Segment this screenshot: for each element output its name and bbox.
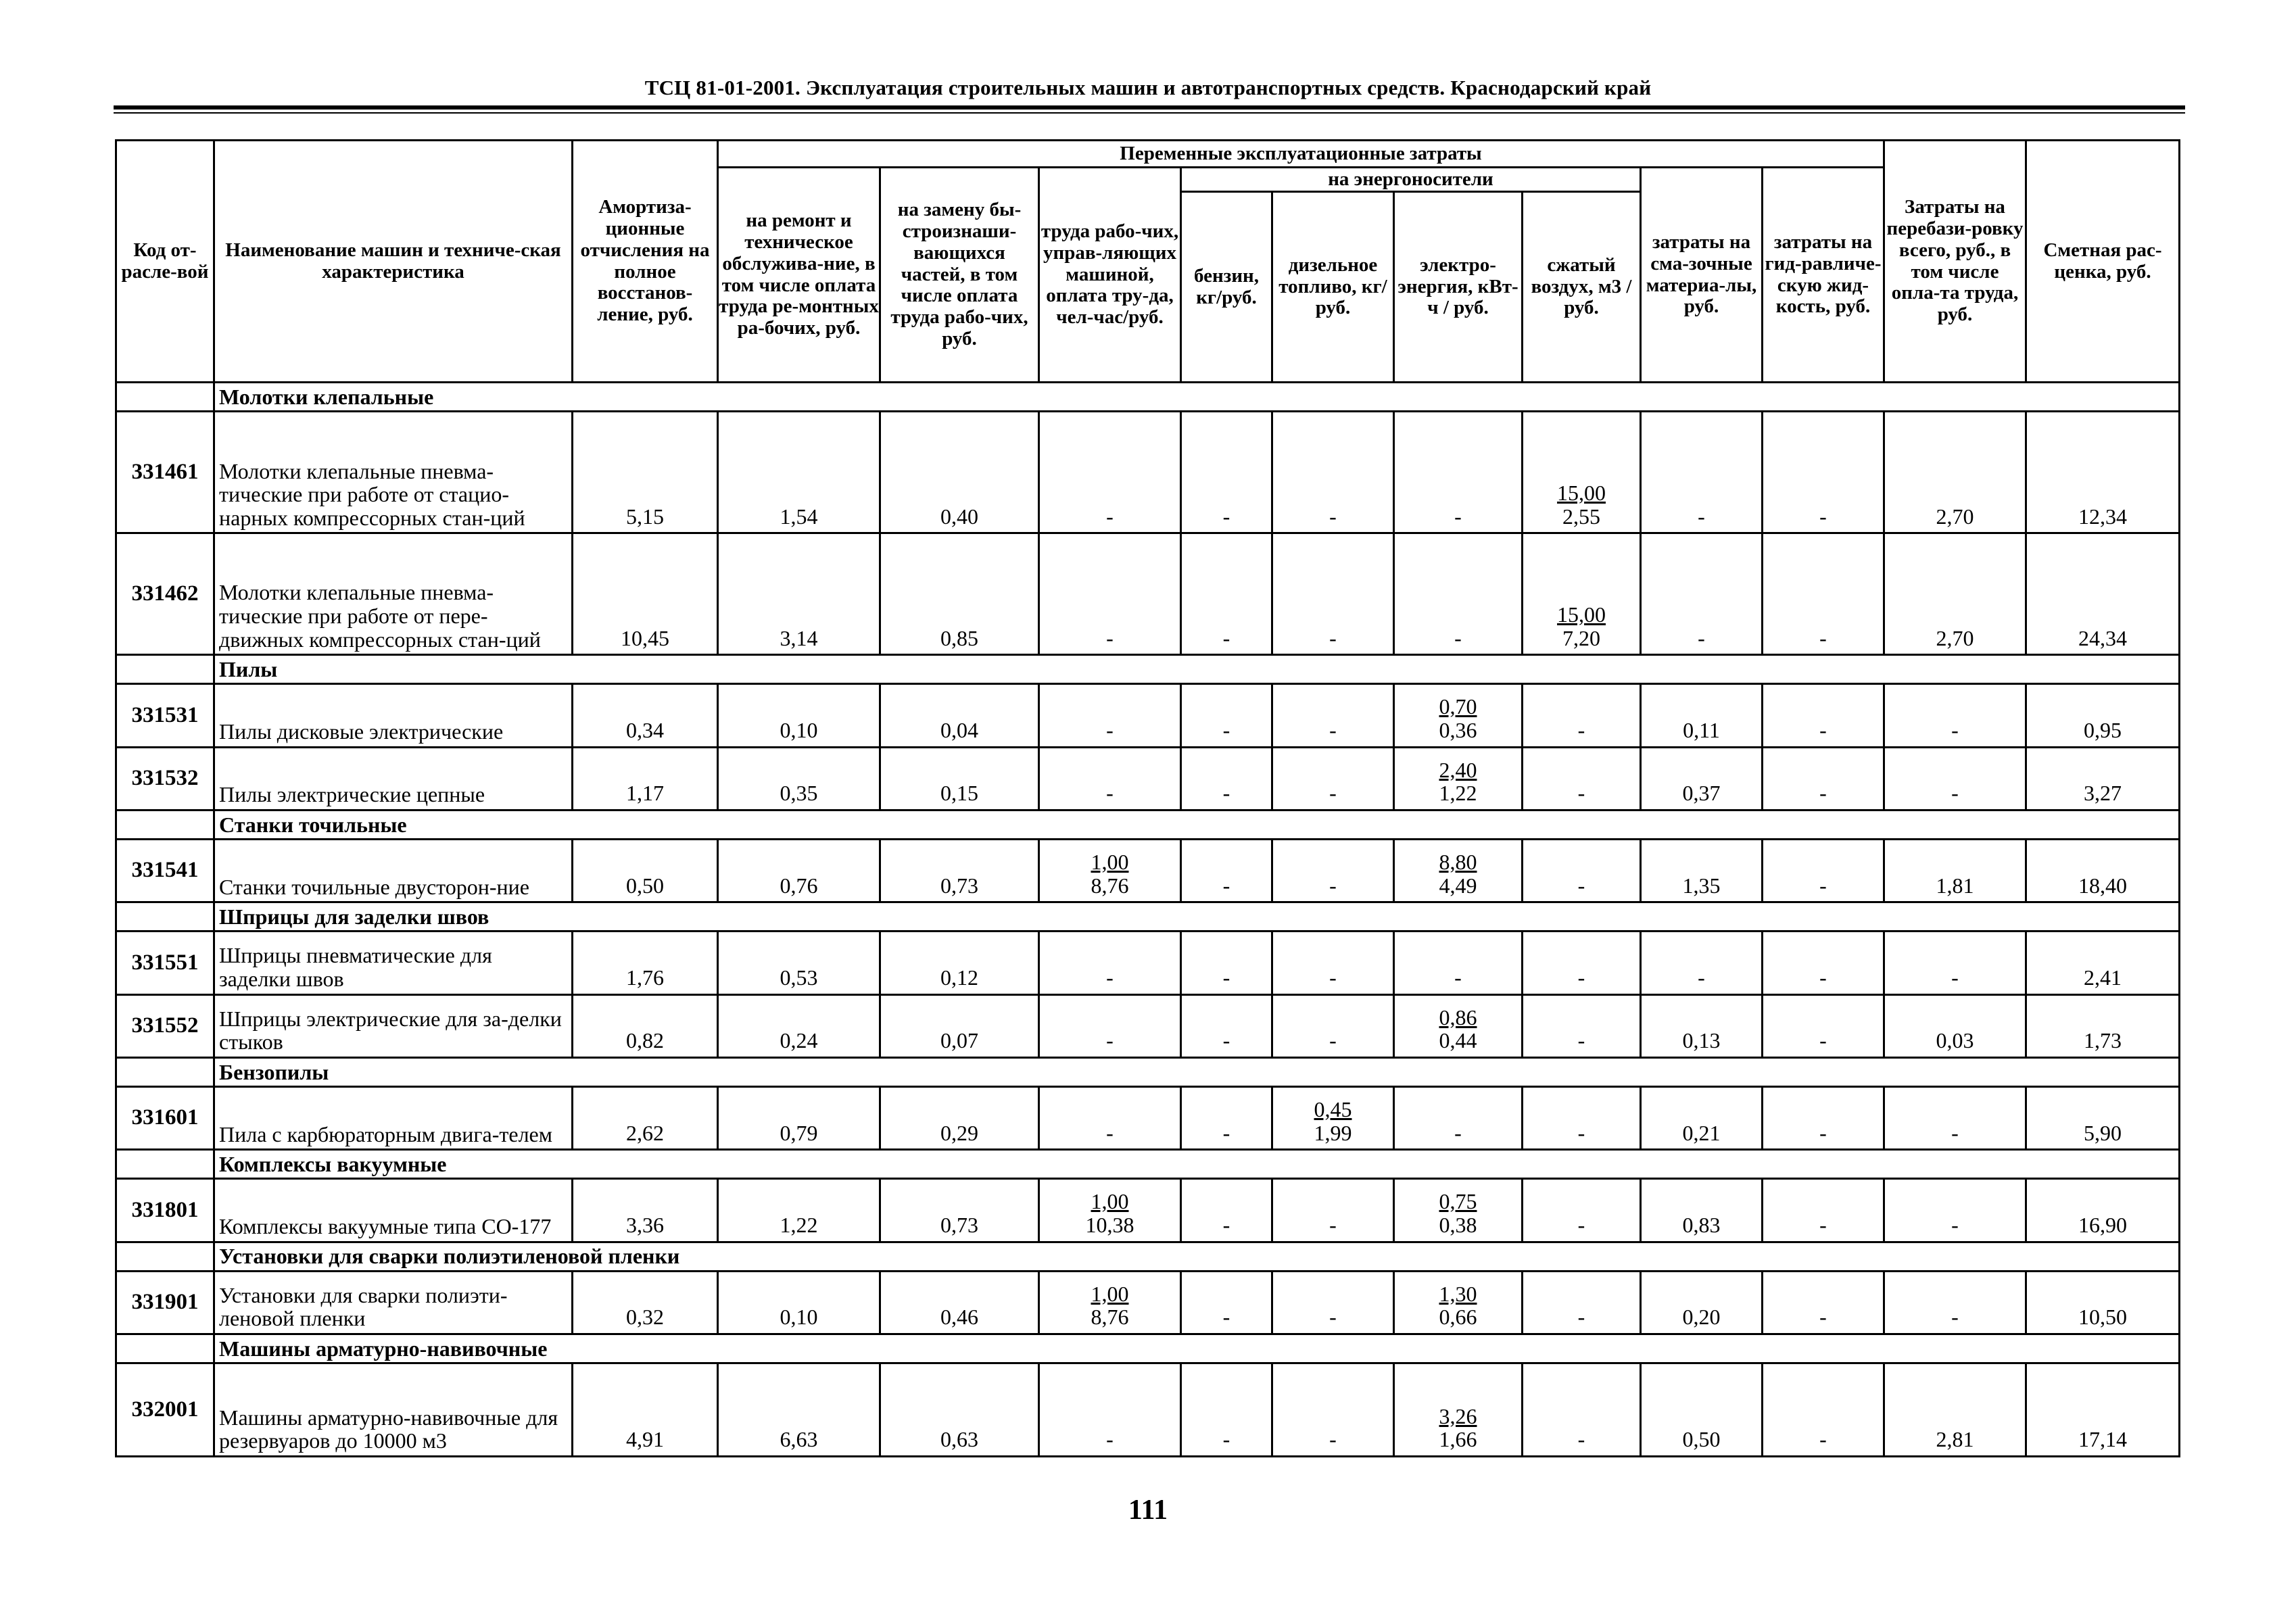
col-electric-header: электро-энергия, кВт-ч / руб. — [1394, 192, 1523, 383]
fraction-numerator: 0,86 — [1439, 1005, 1477, 1030]
cell-hydraulic: - — [1763, 412, 1884, 533]
group-row — [116, 655, 2180, 684]
col-code-header: Код от-расле-вой — [116, 141, 214, 383]
machine-code: 331461 — [116, 412, 214, 533]
cell-estimate: 5,90 — [2026, 1086, 2180, 1149]
cell-air-fraction — [1523, 533, 1641, 655]
machine-code: 331531 — [116, 684, 214, 747]
cell-electric-fraction — [1394, 747, 1523, 810]
col-air-header: сжатый воздух, м3 / руб. — [1523, 192, 1641, 383]
machine-code: 331601 — [116, 1086, 214, 1149]
cell-electric-fraction — [1394, 1271, 1523, 1334]
cell-parts: 0,73 — [880, 1179, 1039, 1242]
machine-name: Шприцы электрические для за-делки стыков — [214, 994, 573, 1057]
cell-labor: - — [1039, 747, 1181, 810]
cell-parts: 0,85 — [880, 533, 1039, 655]
fraction-numerator: 1,30 — [1439, 1281, 1477, 1306]
col-relocation-header: Затраты на перебази-ровку всего, руб., в том числе опла-та труда, руб. — [1884, 141, 2026, 383]
cell-amort: 3,36 — [573, 1179, 718, 1242]
machine-code: 331551 — [116, 932, 214, 994]
table-row — [116, 839, 2180, 902]
cell-diesel: - — [1272, 684, 1394, 747]
group-code-cell — [116, 383, 214, 412]
table-row — [116, 932, 2180, 994]
machine-name: Установки для сварки полиэти-леновой пленки — [214, 1271, 573, 1334]
group-row — [116, 1150, 2180, 1179]
group-code-cell — [116, 1334, 214, 1363]
fraction-denominator: 10,38 — [1085, 1212, 1134, 1237]
fraction-denominator: 0,66 — [1439, 1305, 1477, 1330]
table-row — [116, 994, 2180, 1057]
cell-hydraulic: - — [1763, 1363, 1884, 1457]
cell-diesel: - — [1272, 412, 1394, 533]
cell-air: - — [1523, 932, 1641, 994]
group-title: Машины арматурно-навивочные — [214, 1334, 2180, 1363]
cell-gasoline: - — [1181, 994, 1272, 1057]
col-labor-header: труда рабо-чих, управ-ляющих машиной, оплата тру-да, чел-час/руб. — [1039, 168, 1181, 383]
group-row — [116, 1242, 2180, 1271]
cell-relocation: - — [1884, 1271, 2026, 1334]
cell-hydraulic: - — [1763, 1086, 1884, 1149]
col-diesel-header: дизельное топливо, кг/руб. — [1272, 192, 1394, 383]
cell-repair: 0,24 — [718, 994, 880, 1057]
cell-lube: - — [1641, 533, 1763, 655]
group-title: Молотки клепальные — [214, 383, 2180, 412]
cell-hydraulic: - — [1763, 994, 1884, 1057]
group-title: Станки точильные — [214, 810, 2180, 839]
header-rule-thin — [114, 112, 2185, 114]
machine-code: 331532 — [116, 747, 214, 810]
group-row — [116, 810, 2180, 839]
fraction-numerator: 2,40 — [1439, 757, 1477, 782]
col-energy-header: на энергоносители — [1181, 168, 1641, 192]
cell-labor: - — [1039, 412, 1181, 533]
cell-diesel: - — [1272, 932, 1394, 994]
fraction-denominator: 8,76 — [1091, 873, 1129, 898]
cell-repair: 1,22 — [718, 1179, 880, 1242]
cell-gasoline: - — [1181, 932, 1272, 994]
machine-code: 331552 — [116, 994, 214, 1057]
header-rule — [114, 105, 2185, 110]
fraction-denominator: 0,36 — [1439, 717, 1477, 742]
cell-parts: 0,73 — [880, 839, 1039, 902]
fraction-value — [1439, 1190, 1477, 1236]
group-code-cell — [116, 1242, 214, 1271]
cell-electric: - — [1394, 932, 1523, 994]
cell-lube: 0,50 — [1641, 1363, 1763, 1457]
machine-name: Шприцы пневматические для заделки швов — [214, 932, 573, 994]
group-row — [116, 383, 2180, 412]
cell-parts: 0,15 — [880, 747, 1039, 810]
cell-gasoline: - — [1181, 839, 1272, 902]
table-body — [116, 383, 2180, 1457]
cell-amort: 0,32 — [573, 1271, 718, 1334]
cell-relocation: - — [1884, 684, 2026, 747]
cell-relocation: 2,81 — [1884, 1363, 2026, 1457]
cell-repair: 1,54 — [718, 412, 880, 533]
cell-hydraulic: - — [1763, 533, 1884, 655]
fraction-value — [1439, 695, 1477, 742]
cell-electric: - — [1394, 412, 1523, 533]
fraction-value — [1086, 1190, 1134, 1236]
cell-estimate: 1,73 — [2026, 994, 2180, 1057]
cell-repair: 0,10 — [718, 1271, 880, 1334]
cell-repair: 0,53 — [718, 932, 880, 994]
cell-estimate: 17,14 — [2026, 1363, 2180, 1457]
fraction-value — [1557, 481, 1606, 528]
fraction-denominator: 7,20 — [1562, 625, 1600, 650]
cell-electric-fraction — [1394, 1363, 1523, 1457]
cell-estimate: 12,34 — [2026, 412, 2180, 533]
cell-labor: - — [1039, 994, 1181, 1057]
fraction-numerator: 15,00 — [1557, 481, 1606, 506]
fraction-denominator: 0,38 — [1439, 1212, 1477, 1237]
cell-labor: - — [1039, 1363, 1181, 1457]
fraction-value — [1439, 1405, 1477, 1451]
cell-amort: 1,17 — [573, 747, 718, 810]
table-row — [116, 747, 2180, 810]
cell-relocation: 2,70 — [1884, 533, 2026, 655]
machine-code: 331462 — [116, 533, 214, 655]
cell-parts: 0,63 — [880, 1363, 1039, 1457]
cell-lube: 0,37 — [1641, 747, 1763, 810]
group-code-cell — [116, 1150, 214, 1179]
machine-name: Станки точильные двусторон-ние — [214, 839, 573, 902]
cell-hydraulic: - — [1763, 932, 1884, 994]
cell-electric: - — [1394, 1086, 1523, 1149]
group-row — [116, 1057, 2180, 1086]
fraction-numerator: 1,00 — [1091, 1281, 1129, 1306]
fraction-value — [1314, 1098, 1352, 1144]
col-name-header: Наименование машин и техниче-ская характеристика — [214, 141, 573, 383]
cell-relocation: - — [1884, 1179, 2026, 1242]
cell-gasoline: - — [1181, 747, 1272, 810]
fraction-numerator: 0,75 — [1439, 1189, 1477, 1214]
group-code-cell — [116, 655, 214, 684]
page-number: 111 — [1128, 1495, 1168, 1526]
group-title: Установки для сварки полиэтиленовой пленки — [214, 1242, 2180, 1271]
cell-repair: 0,35 — [718, 747, 880, 810]
cell-relocation: 1,81 — [1884, 839, 2026, 902]
group-code-cell — [116, 810, 214, 839]
fraction-denominator: 1,99 — [1314, 1120, 1352, 1145]
machine-name: Пила с карбюраторным двига-телем — [214, 1086, 573, 1149]
cell-relocation: 2,70 — [1884, 412, 2026, 533]
rates-table — [115, 139, 2180, 1457]
cell-hydraulic: - — [1763, 747, 1884, 810]
fraction-value — [1091, 1282, 1129, 1329]
cell-repair: 0,10 — [718, 684, 880, 747]
cell-lube: 1,35 — [1641, 839, 1763, 902]
cell-electric-fraction — [1394, 684, 1523, 747]
cell-parts: 0,12 — [880, 932, 1039, 994]
cell-lube: 0,83 — [1641, 1179, 1763, 1242]
cell-estimate: 18,40 — [2026, 839, 2180, 902]
cell-amort: 0,50 — [573, 839, 718, 902]
fraction-value — [1439, 850, 1477, 897]
machine-code: 331541 — [116, 839, 214, 902]
cell-labor-fraction — [1039, 1271, 1181, 1334]
group-row — [116, 902, 2180, 932]
cell-relocation: 0,03 — [1884, 994, 2026, 1057]
cell-estimate: 16,90 — [2026, 1179, 2180, 1242]
group-title: Шприцы для заделки швов — [214, 902, 2180, 932]
group-row — [116, 1334, 2180, 1363]
cell-diesel: - — [1272, 1271, 1394, 1334]
cell-lube: - — [1641, 412, 1763, 533]
cell-labor: - — [1039, 684, 1181, 747]
machine-name: Пилы дисковые электрические — [214, 684, 573, 747]
cell-labor: - — [1039, 533, 1181, 655]
cell-relocation: - — [1884, 932, 2026, 994]
cell-gasoline: - — [1181, 1086, 1272, 1149]
cell-hydraulic: - — [1763, 839, 1884, 902]
cell-repair: 3,14 — [718, 533, 880, 655]
fraction-denominator: 1,66 — [1439, 1427, 1477, 1452]
cell-relocation: - — [1884, 1086, 2026, 1149]
table-row — [116, 1179, 2180, 1242]
machine-name: Молотки клепальные пневма-тические при работе от пере-движных компрессорных стан-ций — [214, 533, 573, 655]
cell-hydraulic: - — [1763, 684, 1884, 747]
cell-lube: 0,11 — [1641, 684, 1763, 747]
cell-parts: 0,04 — [880, 684, 1039, 747]
cell-labor-fraction — [1039, 839, 1181, 902]
col-estimate-header: Сметная рас-ценка, руб. — [2026, 141, 2180, 383]
cell-gasoline: - — [1181, 684, 1272, 747]
cell-lube: 0,21 — [1641, 1086, 1763, 1149]
table-row — [116, 533, 2180, 655]
cell-gasoline: - — [1181, 533, 1272, 655]
cell-air: - — [1523, 684, 1641, 747]
cell-electric: - — [1394, 533, 1523, 655]
cell-air: - — [1523, 1271, 1641, 1334]
cell-parts: 0,46 — [880, 1271, 1039, 1334]
col-parts-header: на замену бы-строизнаши-вающихся частей, в том числе оплата труда рабо-чих, руб. — [880, 168, 1039, 383]
machine-code: 332001 — [116, 1363, 214, 1457]
cell-estimate: 0,95 — [2026, 684, 2180, 747]
cell-electric-fraction — [1394, 839, 1523, 902]
cell-repair: 0,79 — [718, 1086, 880, 1149]
fraction-value — [1439, 758, 1477, 805]
cell-hydraulic: - — [1763, 1271, 1884, 1334]
fraction-denominator: 1,22 — [1439, 781, 1477, 806]
cell-diesel: - — [1272, 994, 1394, 1057]
cell-parts: 0,29 — [880, 1086, 1039, 1149]
col-gasoline-header: бензин, кг/руб. — [1181, 192, 1272, 383]
cell-estimate: 2,41 — [2026, 932, 2180, 994]
cell-labor-fraction — [1039, 1179, 1181, 1242]
table-row — [116, 1363, 2180, 1457]
col-hydraulic-header: затраты на гид-равличе-скую жид-кость, руб. — [1763, 168, 1884, 383]
fraction-numerator: 1,00 — [1091, 1189, 1129, 1214]
cell-hydraulic: - — [1763, 1179, 1884, 1242]
fraction-denominator: 8,76 — [1091, 1305, 1129, 1330]
cell-amort: 4,91 — [573, 1363, 718, 1457]
cell-amort: 0,34 — [573, 684, 718, 747]
cell-diesel: - — [1272, 839, 1394, 902]
fraction-value — [1091, 850, 1129, 897]
cell-air: - — [1523, 994, 1641, 1057]
group-code-cell — [116, 1057, 214, 1086]
cell-amort: 10,45 — [573, 533, 718, 655]
cell-gasoline: - — [1181, 412, 1272, 533]
cell-gasoline: - — [1181, 1271, 1272, 1334]
cell-air-fraction — [1523, 412, 1641, 533]
fraction-numerator: 1,00 — [1091, 849, 1129, 874]
group-code-cell — [116, 902, 214, 932]
cell-diesel: - — [1272, 1179, 1394, 1242]
cell-air: - — [1523, 839, 1641, 902]
document-header: ТСЦ 81-01-2001. Эксплуатация строительных машин и автотранспортных средств. Краснодарский край — [644, 76, 1652, 99]
fraction-value — [1557, 603, 1606, 650]
machine-code: 331801 — [116, 1179, 214, 1242]
cell-lube: 0,20 — [1641, 1271, 1763, 1334]
cell-gasoline: - — [1181, 1179, 1272, 1242]
cell-electric-fraction — [1394, 994, 1523, 1057]
cell-diesel-fraction — [1272, 1086, 1394, 1149]
cell-repair: 0,76 — [718, 839, 880, 902]
table-row — [116, 684, 2180, 747]
fraction-denominator: 0,44 — [1439, 1028, 1477, 1053]
fraction-numerator: 0,70 — [1439, 694, 1477, 719]
group-title: Комплексы вакуумные — [214, 1150, 2180, 1179]
machine-name: Пилы электрические цепные — [214, 747, 573, 810]
fraction-denominator: 4,49 — [1439, 873, 1477, 898]
group-title: Бензопилы — [214, 1057, 2180, 1086]
cell-estimate: 10,50 — [2026, 1271, 2180, 1334]
cell-labor: - — [1039, 932, 1181, 994]
machine-name: Машины арматурно-навивочные для резервуаров до 10000 м3 — [214, 1363, 573, 1457]
machine-name: Молотки клепальные пневма-тические при работе от стацио-нарных компрессорных стан-ций — [214, 412, 573, 533]
cell-parts: 0,07 — [880, 994, 1039, 1057]
table-row — [116, 1086, 2180, 1149]
fraction-numerator: 8,80 — [1439, 849, 1477, 874]
cell-diesel: - — [1272, 533, 1394, 655]
cell-gasoline: - — [1181, 1363, 1272, 1457]
fraction-numerator: 15,00 — [1557, 602, 1606, 627]
cell-repair: 6,63 — [718, 1363, 880, 1457]
col-repair-header: на ремонт и техническое обслужива-ние, в том числе оплата труда ре-монтных ра-бочих, руб. — [718, 168, 880, 383]
cell-amort: 5,15 — [573, 412, 718, 533]
cell-amort: 1,76 — [573, 932, 718, 994]
group-title: Пилы — [214, 655, 2180, 684]
machine-code: 331901 — [116, 1271, 214, 1334]
cell-diesel: - — [1272, 747, 1394, 810]
table-row — [116, 412, 2180, 533]
cell-electric-fraction — [1394, 1179, 1523, 1242]
cell-amort: 0,82 — [573, 994, 718, 1057]
cell-air: - — [1523, 1179, 1641, 1242]
cell-labor: - — [1039, 1086, 1181, 1149]
cell-amort: 2,62 — [573, 1086, 718, 1149]
cell-estimate: 24,34 — [2026, 533, 2180, 655]
cell-air: - — [1523, 1086, 1641, 1149]
col-variable-header: Переменные эксплуатационные затраты — [718, 141, 1884, 168]
fraction-numerator: 3,26 — [1439, 1403, 1477, 1428]
cell-lube: - — [1641, 932, 1763, 994]
fraction-value — [1439, 1282, 1477, 1329]
col-lube-header: затраты на сма-зочные материа-лы, руб. — [1641, 168, 1763, 383]
cell-air: - — [1523, 1363, 1641, 1457]
cell-air: - — [1523, 747, 1641, 810]
machine-name: Комплексы вакуумные типа СО-177 — [214, 1179, 573, 1242]
col-amort-header: Амортиза-ционные отчисления на полное восстанов-ление, руб. — [573, 141, 718, 383]
fraction-numerator: 0,45 — [1314, 1096, 1352, 1121]
fraction-value — [1439, 1006, 1477, 1053]
cell-parts: 0,40 — [880, 412, 1039, 533]
cell-lube: 0,13 — [1641, 994, 1763, 1057]
cell-relocation: - — [1884, 747, 2026, 810]
table-row — [116, 1271, 2180, 1334]
fraction-denominator: 2,55 — [1562, 504, 1600, 529]
cell-diesel: - — [1272, 1363, 1394, 1457]
cell-estimate: 3,27 — [2026, 747, 2180, 810]
